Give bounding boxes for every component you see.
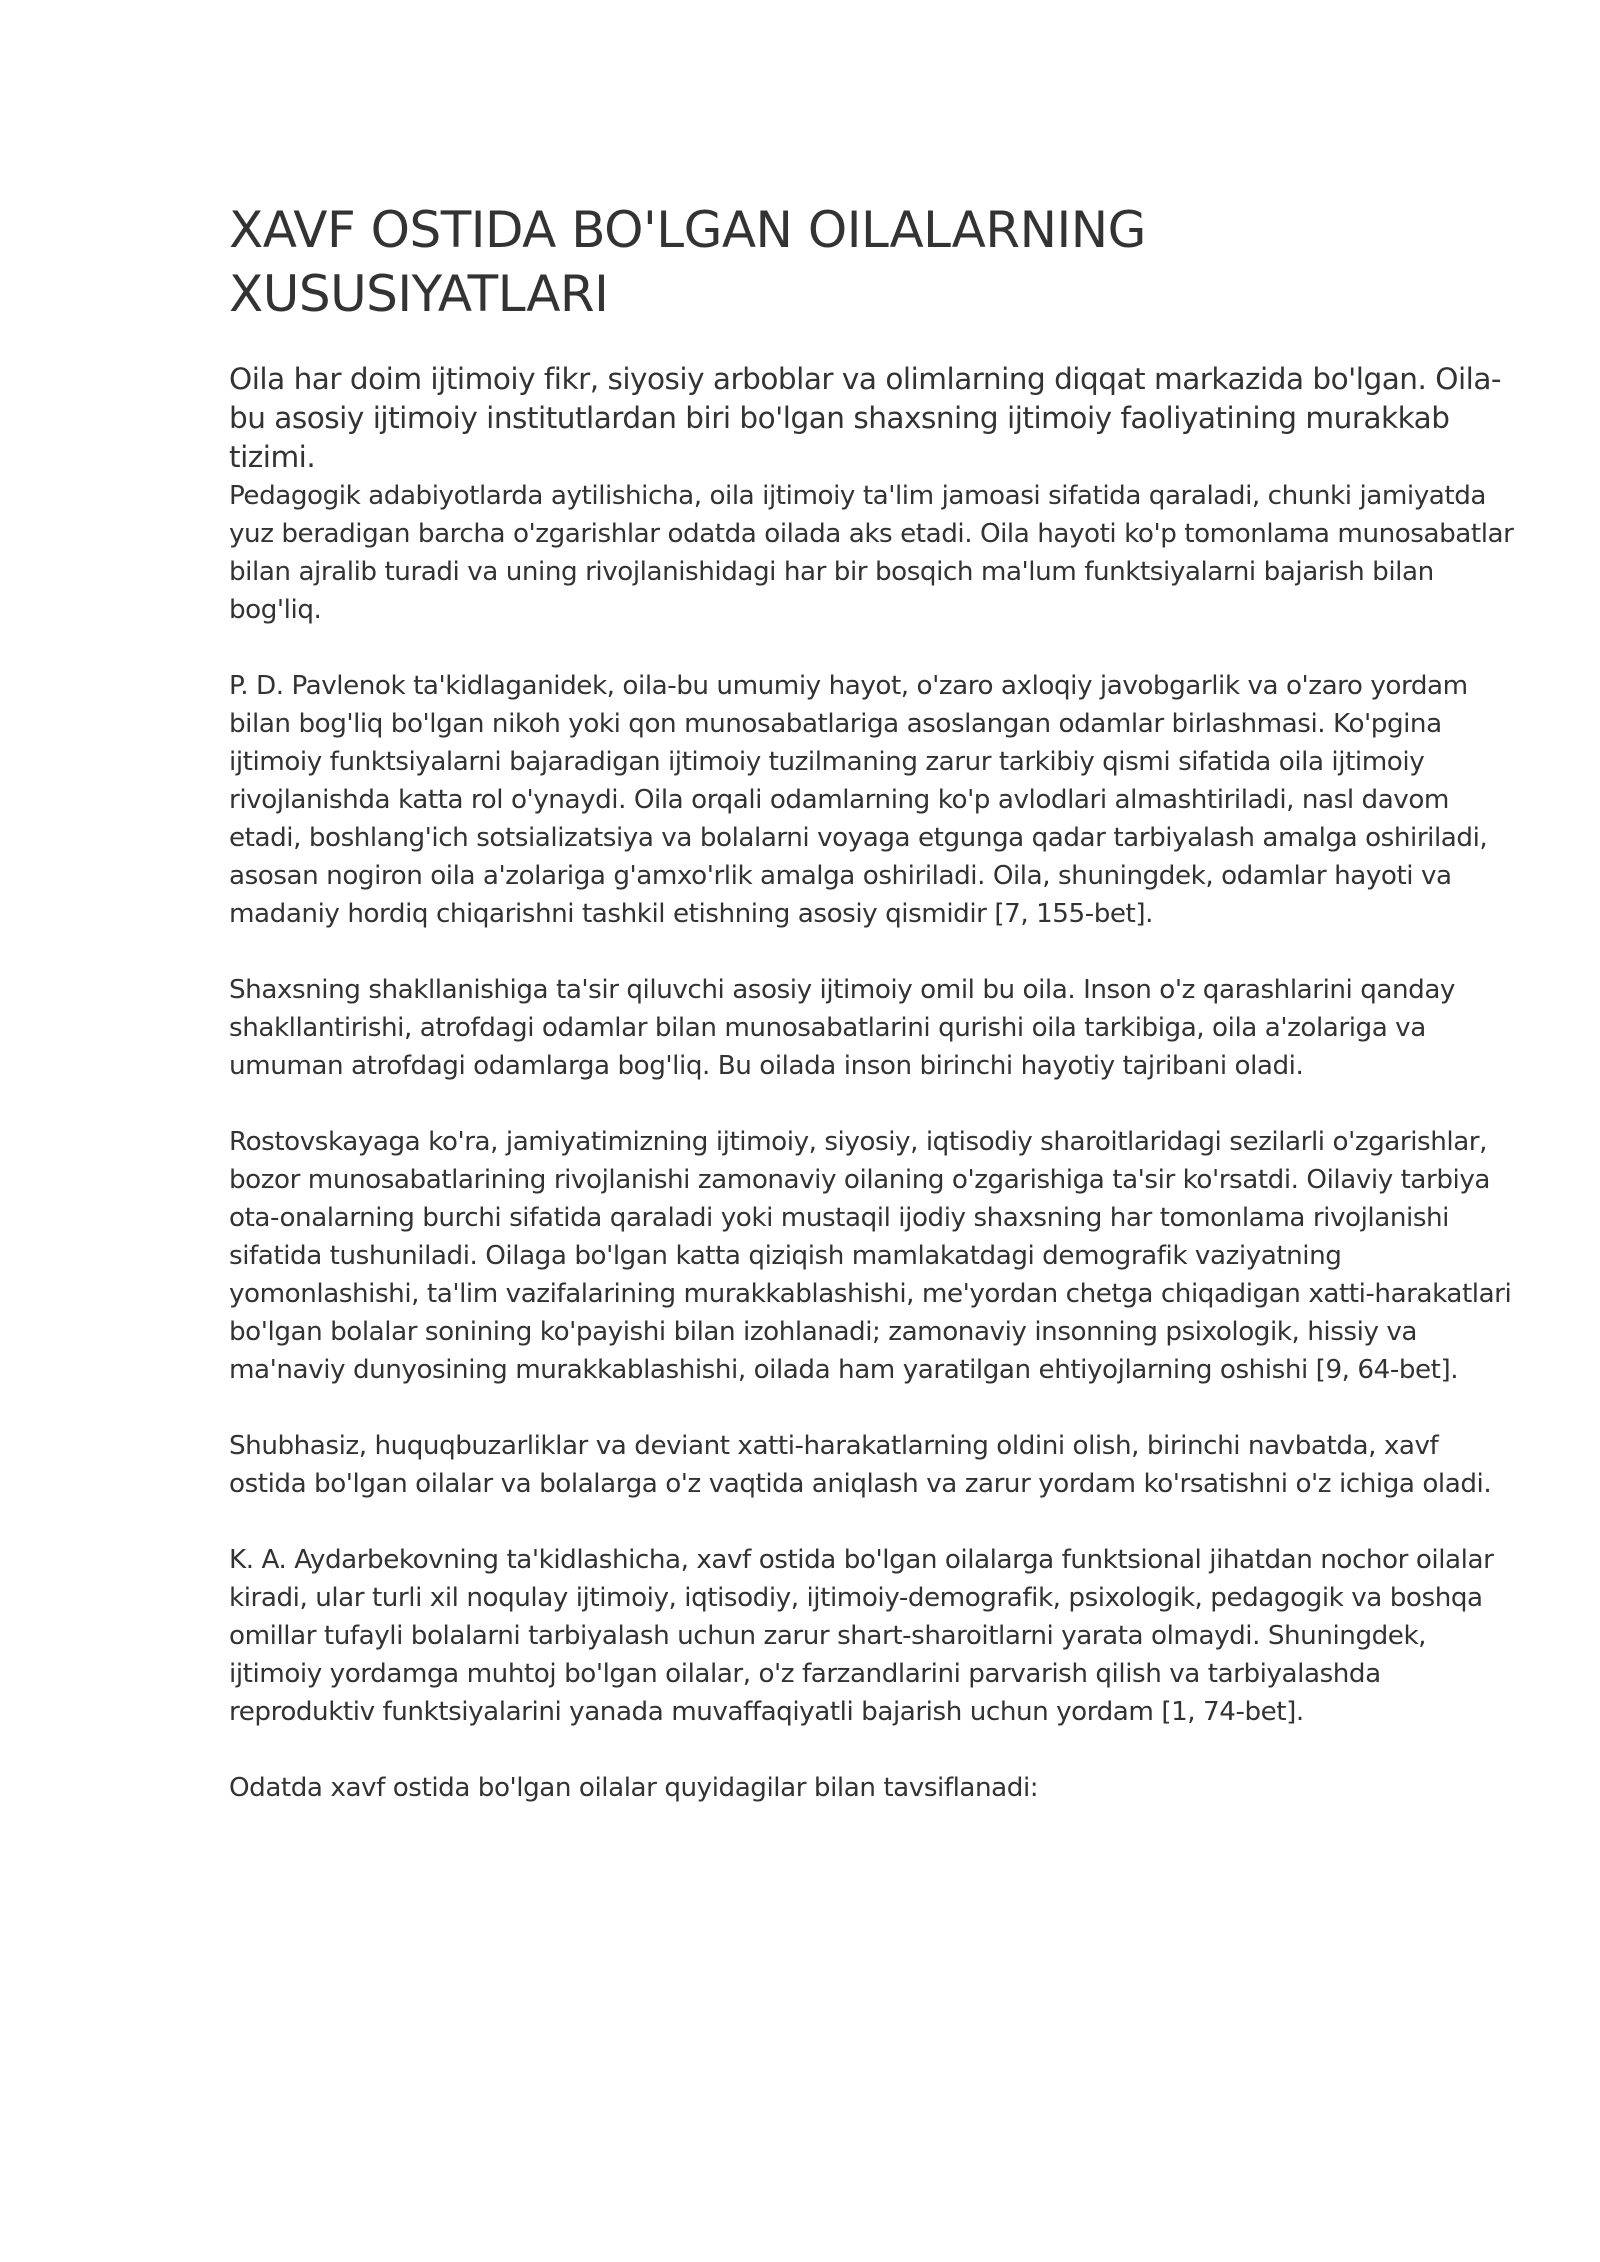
paragraph-6: K. A. Aydarbekovning ta'kidlashicha, xavf ostida bo'lgan oilalarga funktsional jihatdan nochor oilalar kiradi, ular turli xil noqulay ijtimoiy, iqtisodiy, ijtimoiy-demografik, psixologik, pedagogik va boshqa omillar tufayli bolalarni tarbiyalash uchun zarur shart-sharoitlarni yarata olmaydi. Shuningdek, ijtimoiy yordamga muhtoj bo'lgan oilalar, o'z farzandlarini parvarish qilish va tarbiyalashda reproduktiv funktsiyalarini yanada muvaffaqiyatli bajarish uchun yordam [1, 74-bet]. (229, 1545, 1494, 1727)
paragraph-4: Rostovskayaga ko'ra, jamiyatimizning ijtimoiy, siyosiy, iqtisodiy sharoitlaridagi sezilarli o'zgarishlar, bozor munosabatlarining rivojlanishi zamonaviy oilaning o'zgarishiga ta'sir ko'rsatdi. Oilaviy tarbiya ota-onalarning burchi sifatida qaraladi yoki mustaqil ijodiy shaxsning har tomonlama rivojlanishi sifatida tushuniladi. Oilaga bo'lgan katta qiziqish mamlakatdagi demografik vaziyatning yomonlashishi, ta'lim vazifalarining murakkablashishi, me'yordan chetga chiqadigan xatti-harakatlari bo'lgan bolalar sonining ko'payishi bilan izohlanadi; zamonaviy insonning psixologik, hissiy va ma'naviy dunyosining murakkablashishi, oilada ham yaratilgan ehtiyojlarning oshishi [9, 64-bet]. (229, 1127, 1512, 1385)
document-title: XAVF OSTIDA BO'LGAN OILALARNING XUSUSIYATLARI (229, 201, 1146, 323)
paragraph-1: Pedagogik adabiyotlarda aytilishicha, oila ijtimoiy ta'lim jamoasi sifatida qaraladi, chunki jamiyatda yuz beradigan barcha o'zgarishlar odatda oilada aks etadi. Oila hayoti ko'p tomonlama munosabatlar bilan ajralib turadi va uning rivojlanishidagi har bir bosqich ma'lum funktsiyalarni bajarish bilan bog'liq. (229, 481, 1514, 625)
paragraph-3: Shaxsning shakllanishiga ta'sir qiluvchi asosiy ijtimoiy omil bu oila. Inson o'z qarashlarini qanday shakllantirishi, atrofdagi odamlar bilan munosabatlarini qurishi oila tarkibiga, oila a'zolariga va umuman atrofdagi odamlarga bog'liq. Bu oilada inson birinchi hayotiy tajribani oladi. (229, 975, 1455, 1081)
paragraph-2: P. D. Pavlenok ta'kidlaganidek, oila-bu umumiy hayot, o'zaro axloqiy javobgarlik va o'zaro yordam bilan bog'liq bo'lgan nikoh yoki qon munosabatlariga asoslangan odamlar birlashmasi. Ko'pgina ijtimoiy funktsiyalarni bajaradigan ijtimoiy tuzilmaning zarur tarkibiy qismi sifatida oila ijtimoiy rivojlanishda katta rol o'ynaydi. Oila orqali odamlarning ko'p avlodlari almashtiriladi, nasl davom etadi, boshlang'ich sotsializatsiya va bolalarni voyaga etgunga qadar tarbiyalash amalga oshiriladi, asosan nogiron oila a'zolariga g'amxo'rlik amalga oshiriladi. Oila, shuningdek, odamlar hayoti va madaniy hordiq chiqarishni tashkil etishning asosiy qismidir [7, 155-bet]. (229, 671, 1488, 929)
lead-paragraph: Oila har doim ijtimoiy fikr, siyosiy arboblar va olimlarning diqqat markazida bo'lgan. Oila-bu asosiy ijtimoiy institutlardan biri bo'lgan shaxsning ijtimoiy faoliyatining murakkab tizimi. (229, 362, 1502, 474)
paragraph-5: Shubhasiz, huquqbuzarliklar va deviant xatti-harakatlarning oldini olish, birinchi navbatda, xavf ostida bo'lgan oilalar va bolalarga o'z vaqtida aniqlash va zarur yordam ko'rsatishni o'z ichiga oladi. (229, 1431, 1492, 1499)
document-page (229, 198, 1519, 1807)
paragraph-7: Odatda xavf ostida bo'lgan oilalar quyidagilar bilan tavsiflanadi: (229, 1773, 1039, 1803)
